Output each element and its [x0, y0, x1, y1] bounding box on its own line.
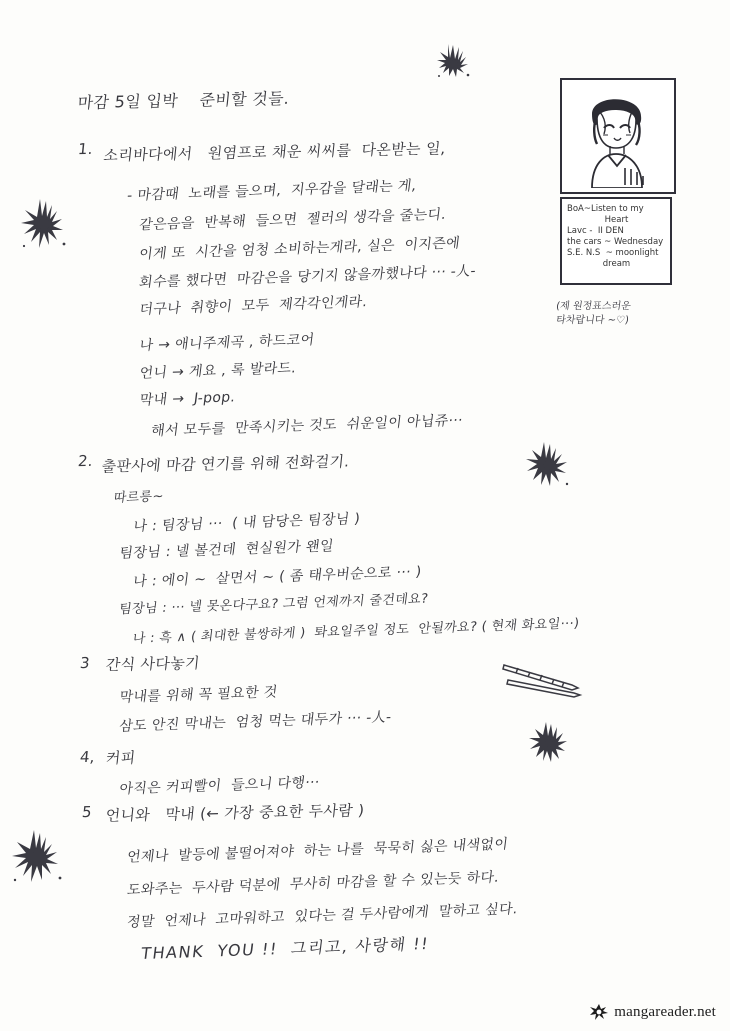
item-line: 막내 → J-pop. — [138, 389, 237, 409]
ink-splatter-icon — [527, 720, 569, 764]
note-line: S.E. N.S ~ moonlight — [567, 248, 659, 258]
item-line: 회수를 했다면 마감은을 당기지 않을까했나다 ··· -人- — [138, 263, 477, 291]
item-title: 커피 — [104, 748, 137, 768]
item-number: 1. — [77, 139, 94, 159]
watermark — [589, 1003, 716, 1021]
item-number: 5 — [81, 802, 93, 822]
item-title: 소리바다에서 원염프로 채운 씨씨를 다온받는 일, — [102, 139, 447, 165]
ink-splatter-icon — [430, 42, 474, 82]
item-title: 간식 사다놓기 — [104, 654, 201, 674]
ink-splatter-icon — [10, 828, 64, 884]
item-line: 막내를 위해 꼭 필요한 것 — [118, 684, 279, 706]
note-line: the cars ~ Wednesday — [567, 237, 664, 247]
watermark-text: mangareader.net — [614, 1003, 716, 1020]
item-line: 도와주는 두사람 덕분에 무사히 마감을 할 수 있는듯 하다. — [125, 869, 500, 899]
portrait-drawing — [562, 80, 670, 188]
item-line: 아직은 커피빨이 들으니 다행··· — [118, 774, 321, 798]
item-line: 따르릉~ — [112, 489, 165, 506]
item-number: 2. — [77, 451, 94, 471]
item-line: 나 : 팀장님 ··· ( 내 담당은 팀장님 ) — [132, 511, 362, 535]
item-number: 3 — [79, 653, 91, 673]
item-line: 해서 모두를 만족시키는 것도 쉬운일이 아닙쥬··· — [150, 412, 464, 440]
item-line: 더구나 취향이 모두 제각각인게라. — [138, 294, 369, 318]
note-line: dream — [602, 259, 631, 269]
ink-splatter-icon — [523, 440, 571, 488]
item-line: 삼도 안진 막내는 엄청 먹는 대두가 ··· -人- — [118, 709, 393, 735]
item-line: 같은음을 반복해 들으면 젤러의 생각을 줄는디. — [138, 206, 448, 234]
item-line: 이게 또 시간을 엄청 소비하는게라, 실은 이지즌에 — [138, 235, 461, 263]
chopsticks-icon — [500, 655, 588, 704]
page-title: 마감 5일 입박 준비할 것들. — [76, 88, 291, 113]
item-line: 팀장님 : 넬 볼건데 현실원가 왠일 — [118, 538, 335, 562]
music-note-box — [560, 197, 672, 285]
item-line: 나 → 애니주제곡 , 하드코어 — [138, 331, 316, 355]
note-line: BoA~Listen to my — [567, 204, 644, 214]
item-line: THANK YOU !! 그리고, 사랑해 !! — [139, 934, 431, 963]
note-line: Heart — [604, 215, 629, 225]
portrait-photo — [560, 78, 676, 194]
item-line: - 마감때 노래를 들으며, 지우감을 달래는 게, — [126, 177, 418, 205]
caption-line: (제 원정표스러운 — [555, 301, 632, 312]
item-line: 언니 → 게요 , 록 발라드. — [138, 360, 298, 382]
note-line: Lavc - II DEN — [567, 226, 624, 236]
ink-splatter-icon — [18, 196, 70, 252]
caption-line: 타차랍니다 ~♡) — [555, 315, 630, 326]
item-title: 출판사에 마감 연기를 위해 전화걸기. — [100, 452, 351, 476]
item-line: 나 : 흑 ∧ ( 최대한 불쌍하게 ) 톼요일주일 정도 안될까요? ( 현재 화요일···) — [131, 616, 581, 647]
item-line: 나 : 에이 ~ 살면서 ~ ( 좀 태우버순으로 ··· ) — [132, 563, 423, 590]
item-title: 언니와 막내 (← 가장 중요한 두사람 ) — [104, 801, 366, 825]
manga-logo-icon — [589, 1003, 609, 1021]
item-number: 4, — [79, 747, 96, 767]
item-line: 언제나 발등에 불떨어져야 하는 나를 묵묵히 싫은 내색없이 — [125, 836, 510, 866]
item-line: 팀장님 : ··· 넬 못온다구요? 그럼 언제까지 줄건데요? — [118, 591, 430, 618]
photo-caption — [556, 300, 686, 328]
item-line: 정말 언제나 고마워하고 있다는 걸 두사람에게 말하고 싶다. — [125, 901, 519, 931]
